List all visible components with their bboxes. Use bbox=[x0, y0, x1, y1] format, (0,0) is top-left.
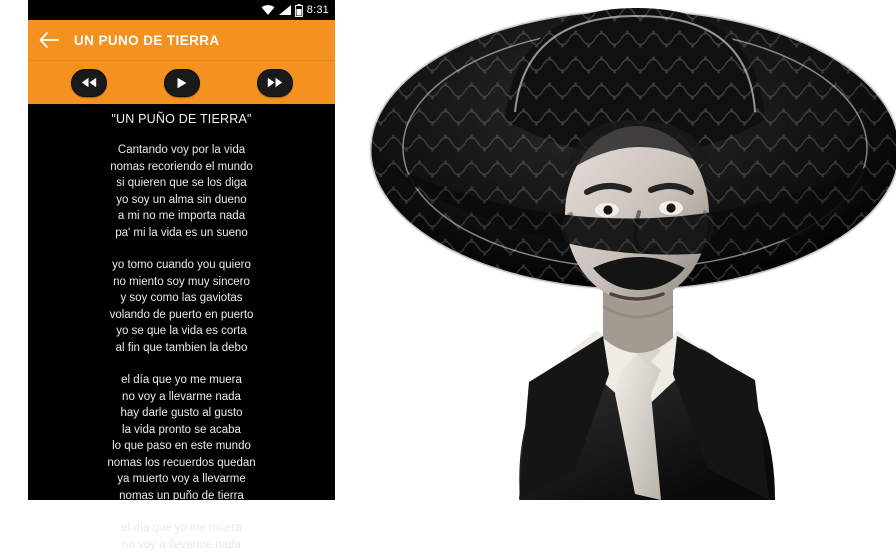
back-arrow-icon[interactable] bbox=[38, 29, 60, 51]
lyrics-verse bbox=[28, 372, 335, 504]
lyrics-line: pa' mi la vida es un sueno bbox=[28, 225, 335, 242]
lyrics-line: yo se que la vida es corta bbox=[28, 323, 335, 340]
app-bar bbox=[28, 20, 335, 60]
lyrics-line: volando de puerto en puerto bbox=[28, 307, 335, 324]
signal-icon bbox=[278, 4, 292, 16]
rewind-icon bbox=[81, 77, 97, 88]
back-arrow-glyph bbox=[39, 32, 59, 48]
lyrics-verse bbox=[28, 257, 335, 356]
playback-controls bbox=[28, 60, 335, 104]
portrait-image bbox=[335, 0, 896, 500]
lyrics-verse bbox=[28, 520, 335, 553]
lyrics-line: Cantando voy por la vida bbox=[28, 142, 335, 159]
photo-pane bbox=[335, 0, 896, 500]
song-heading: "UN PUÑO DE TIERRA" bbox=[28, 112, 335, 126]
play-icon bbox=[175, 77, 188, 89]
lyrics-line: no voy a llevarme nada bbox=[28, 537, 335, 553]
page-title: UN PUNO DE TIERRA bbox=[74, 33, 220, 48]
forward-icon bbox=[267, 77, 283, 88]
lyrics-pane[interactable] bbox=[28, 104, 335, 500]
lyrics-line: yo tomo cuando you quiero bbox=[28, 257, 335, 274]
lyrics-line: no voy a llevarme nada bbox=[28, 389, 335, 406]
lyrics-line: nomas recoriendo el mundo bbox=[28, 159, 335, 176]
lyrics-line: el día que yo me muera bbox=[28, 372, 335, 389]
status-time: 8:31 bbox=[307, 4, 329, 16]
lyrics-line: al fin que tambien la debo bbox=[28, 340, 335, 357]
lyrics-line: lo que paso en este mundo bbox=[28, 438, 335, 455]
lyrics-line: el día que yo me muera bbox=[28, 520, 335, 537]
left-margin bbox=[0, 0, 28, 500]
status-bar bbox=[28, 0, 335, 20]
status-icons bbox=[261, 4, 303, 17]
lyrics-line: la vida pronto se acaba bbox=[28, 422, 335, 439]
lyrics-line: yo soy un alma sin dueno bbox=[28, 192, 335, 209]
lyrics-line: ya muerto voy a llevarme bbox=[28, 471, 335, 488]
wifi-icon bbox=[261, 4, 275, 16]
lyrics-verse bbox=[28, 142, 335, 241]
lyrics-line: y soy como las gaviotas bbox=[28, 290, 335, 307]
forward-button[interactable] bbox=[257, 69, 293, 97]
rewind-button[interactable] bbox=[71, 69, 107, 97]
lyrics-line: nomas los recuerdos quedan bbox=[28, 455, 335, 472]
lyrics-line: si quieren que se los diga bbox=[28, 175, 335, 192]
battery-icon bbox=[295, 4, 303, 17]
lyrics-line: nomas un puño de tierra bbox=[28, 488, 335, 505]
lyrics-line: no miento soy muy sincero bbox=[28, 274, 335, 291]
play-button[interactable] bbox=[164, 69, 200, 97]
lyrics-line: a mi no me importa nada bbox=[28, 208, 335, 225]
music-app bbox=[28, 0, 335, 500]
lyrics-line: hay darle gusto al gusto bbox=[28, 405, 335, 422]
